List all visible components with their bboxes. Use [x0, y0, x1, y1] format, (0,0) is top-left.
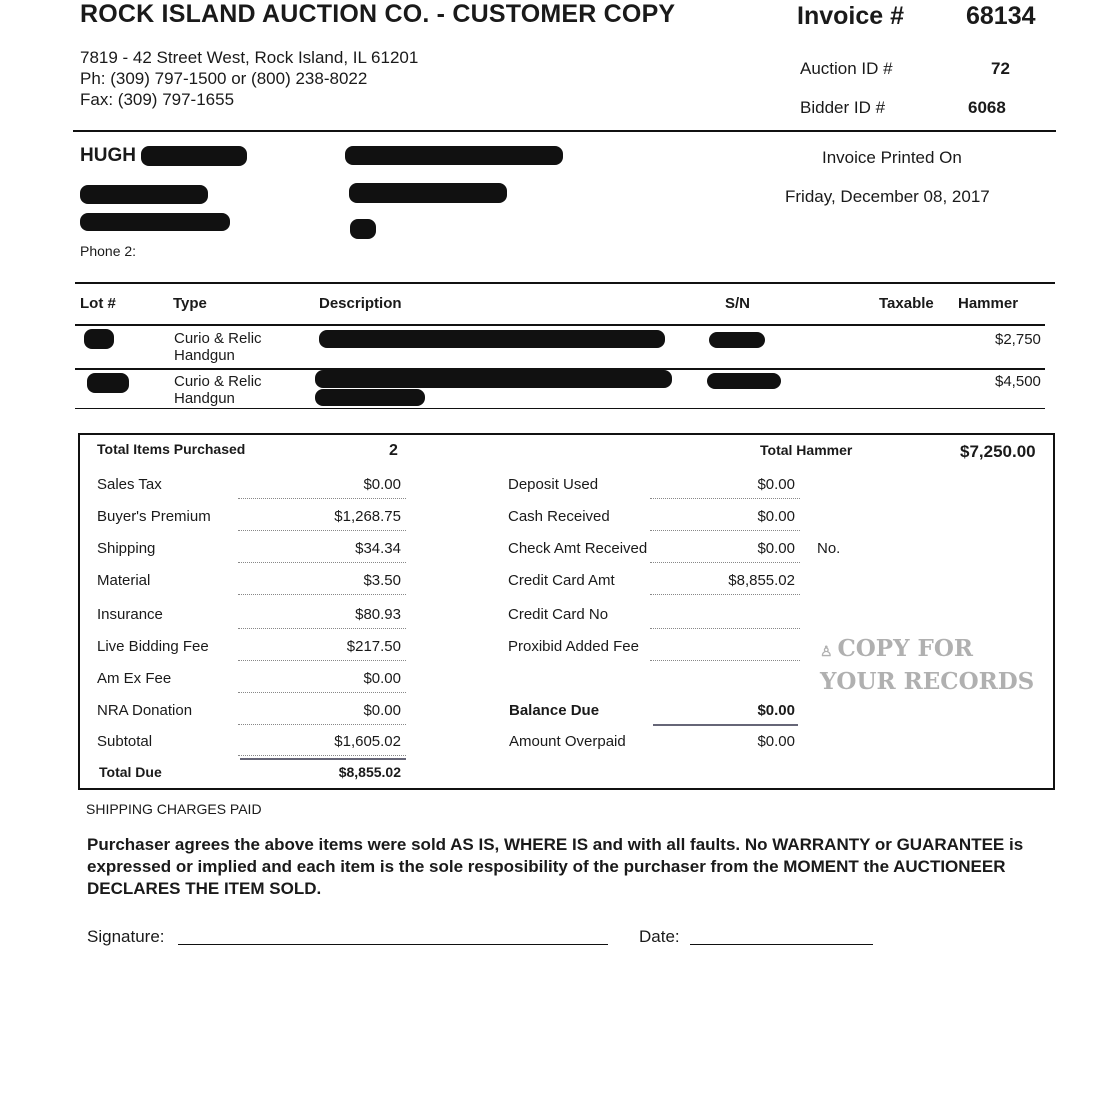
left-summary-label: Buyer's Premium — [97, 508, 211, 525]
table-top-rule — [75, 282, 1055, 284]
left-summary-label: Sales Tax — [97, 476, 162, 493]
total-hammer-label: Total Hammer — [760, 442, 853, 458]
address-line-1: 7819 - 42 Street West, Rock Island, IL 61201 — [80, 48, 419, 67]
dotted-divider — [650, 530, 800, 531]
row2-type-line1: Curio & Relic — [174, 373, 262, 390]
row2-type-line2: Handgun — [174, 390, 235, 407]
dotted-divider — [238, 594, 406, 595]
col-type: Type — [173, 295, 207, 312]
amount-overpaid-label: Amount Overpaid — [509, 733, 626, 750]
stamp-line-1: ♙ COPY FOR — [820, 635, 973, 662]
col-taxable: Taxable — [879, 295, 934, 312]
invoice-number: 68134 — [966, 2, 1036, 30]
left-summary-label: Shipping — [97, 540, 156, 557]
left-summary-value: $0.00 — [363, 476, 401, 493]
copy-records-stamp — [820, 634, 1034, 696]
shipping-note: SHIPPING CHARGES PAID — [86, 801, 262, 817]
col-serial: S/N — [725, 295, 751, 312]
right-summary-label: Check Amt Received — [508, 540, 648, 557]
dotted-divider — [238, 628, 406, 629]
check-no-label: No. — [817, 540, 841, 557]
dotted-divider — [238, 755, 406, 756]
left-summary-value: $0.00 — [363, 702, 401, 719]
left-summary-value: $34.34 — [355, 540, 401, 557]
dotted-divider — [238, 498, 406, 499]
redaction-mark — [80, 185, 208, 204]
dotted-divider — [238, 530, 406, 531]
row2-hammer: $4,500 — [995, 373, 1041, 390]
redaction-mark — [319, 330, 665, 348]
dotted-divider — [650, 628, 800, 629]
balance-rule — [653, 724, 798, 726]
left-summary-label: Live Bidding Fee — [97, 638, 209, 655]
left-summary-value: $3.50 — [363, 572, 401, 589]
company-title: ROCK ISLAND AUCTION CO. - CUSTOMER COPY — [80, 0, 676, 28]
customer-name: HUGH — [80, 145, 136, 166]
left-summary-label: NRA Donation — [97, 702, 193, 719]
dotted-divider — [650, 660, 800, 661]
col-lot: Lot # — [80, 295, 116, 312]
right-summary-value: $0.00 — [757, 476, 795, 493]
dotted-divider — [650, 594, 800, 595]
redaction-mark — [349, 183, 507, 203]
left-summary-value: $0.00 — [363, 670, 401, 687]
subtotal-double-rule — [240, 758, 406, 760]
redaction-mark — [709, 332, 765, 348]
dotted-divider — [238, 692, 406, 693]
total-hammer-value: $7,250.00 — [960, 442, 1036, 461]
bidder-id-value: 6068 — [968, 98, 1006, 117]
right-summary-value: $0.00 — [757, 540, 795, 557]
total-due-value: $8,855.02 — [338, 764, 401, 780]
bidder-id-label: Bidder ID # — [800, 98, 886, 117]
invoice-label: Invoice # — [797, 2, 904, 30]
balance-due-value: $0.00 — [757, 702, 795, 719]
left-summary-label: Material — [97, 572, 151, 589]
row1-type-line2: Handgun — [174, 347, 235, 364]
redaction-mark — [345, 146, 563, 165]
auction-id-value: 72 — [991, 59, 1010, 78]
right-summary-label: Cash Received — [508, 508, 610, 525]
col-hammer: Hammer — [958, 295, 1019, 312]
redaction-mark — [315, 370, 672, 388]
right-summary-label: Deposit Used — [508, 476, 599, 493]
balance-due-label: Balance Due — [509, 702, 600, 719]
phone-line: Ph: (309) 797-1500 or (800) 238-8022 — [80, 69, 368, 88]
total-due-label: Total Due — [99, 764, 162, 780]
printed-on-date: Friday, December 08, 2017 — [785, 187, 990, 206]
stamp-line-2: YOUR RECORDS — [820, 668, 1035, 695]
right-summary-value: $8,855.02 — [728, 572, 795, 589]
left-summary-value: $217.50 — [346, 638, 401, 655]
redaction-mark — [141, 146, 247, 166]
redaction-mark — [87, 373, 129, 393]
left-summary-label: Subtotal — [97, 733, 153, 750]
left-summary-label: Am Ex Fee — [97, 670, 172, 687]
printed-on-label: Invoice Printed On — [822, 148, 962, 167]
dotted-divider — [238, 724, 406, 725]
right-summary-label: Credit Card No — [508, 606, 609, 623]
date-label: Date: — [639, 927, 680, 946]
right-summary-label: Credit Card Amt — [508, 572, 615, 589]
left-summary-value: $1,605.02 — [334, 733, 401, 750]
redaction-mark — [84, 329, 114, 349]
redaction-mark — [315, 389, 425, 406]
redaction-mark — [707, 373, 781, 389]
left-summary-value: $80.93 — [355, 606, 401, 623]
header-divider — [73, 130, 1056, 132]
redaction-mark — [350, 219, 376, 239]
signature-label: Signature: — [87, 927, 165, 946]
terms-text: Purchaser agrees the above items were sold AS IS, WHERE IS and with all faults. No WARRANTY or GUARANTEE is expressed or implied and each item is the sole resposibility of the purchaser from the MOMENT the AUCTIONEER DECLARES THE ITEM SOLD. — [87, 835, 1024, 898]
amount-overpaid-value: $0.00 — [757, 733, 795, 750]
date-line[interactable] — [690, 944, 873, 945]
row1-type-line1: Curio & Relic — [174, 330, 262, 347]
dotted-divider — [650, 498, 800, 499]
table-header-rule — [75, 324, 1045, 326]
col-description: Description — [319, 295, 402, 312]
row1-hammer: $2,750 — [995, 331, 1041, 348]
dotted-divider — [650, 562, 800, 563]
redaction-mark — [80, 213, 230, 231]
left-summary-label: Insurance — [97, 606, 163, 623]
phone2-label: Phone 2: — [80, 243, 137, 259]
right-summary-value: $0.00 — [757, 508, 795, 525]
table-bottom-rule — [75, 408, 1045, 409]
fax-line: Fax: (309) 797-1655 — [80, 90, 235, 109]
dotted-divider — [238, 562, 406, 563]
total-items-value: 2 — [389, 442, 398, 459]
total-items-label: Total Items Purchased — [97, 441, 246, 457]
dotted-divider — [238, 660, 406, 661]
right-summary-label: Proxibid Added Fee — [508, 638, 639, 655]
left-summary-value: $1,268.75 — [334, 508, 401, 525]
signature-line[interactable] — [178, 944, 608, 945]
auction-id-label: Auction ID # — [800, 59, 893, 78]
